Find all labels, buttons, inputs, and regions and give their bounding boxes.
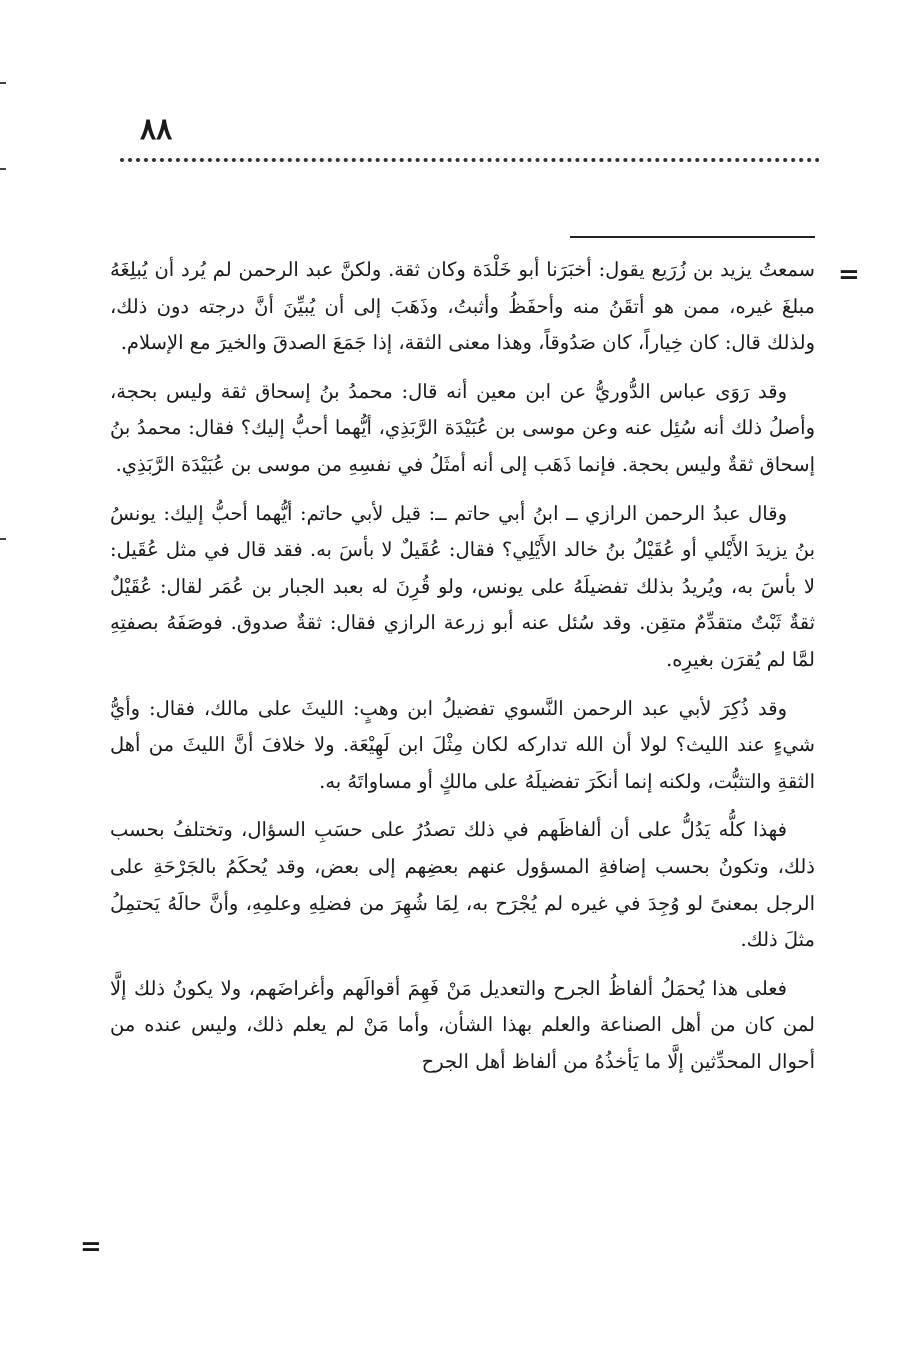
footnote-rule	[570, 236, 815, 238]
continuation-mark-top: =	[838, 260, 860, 290]
paragraph-5: فهذا كلُّه يَدُلُّ على أن ألفاظَهم في ذلك تصدُرُ على حسَبِ السؤال، وتختلفُ بحسب ذلك، وتكونُ بحسب إضافةِ المسؤول عنهم بعضِهم إلى بعض، وقد يُحكَمُ بالجَرْحَةِ على الرجل بمعنىً لو وُجِدَ في غيره لم يُجْرَح به، لِمَا شُهِرَ من فضلِهِ وعلمِهِ، وأنَّ حالَهُ يَحتمِلُ مثلَ ذلك.	[110, 818, 815, 952]
paragraph-1: سمعتُ يزيد بن زُرَيع يقول: أخبَرَنا أبو خَلْدَة وكان ثقة. ولكنَّ عبد الرحمن لم يُرد أن يُبلِغَهُ مبلغَ غيره، ممن هو أتقَنُ منه وأحفَظُ وأثبتُ، وذَهَبَ إلى أن يُبيِّنَ أنَّ درجته دون ذلك، ولذلك قال: كان خِياراً، كان صَدُوقاً، وهذا معنى الثقة، إذا جَمَعَ الصدقَ والخيرَ مع الإسلام.	[110, 258, 815, 355]
paragraph-6: فعلى هذا يُحمَلُ ألفاظُ الجرح والتعديل مَنْ فَهِمَ أقوالَهم وأغراضَهم، ولا يكونُ ذلك إلَّا لمن كان من أهل الصناعة والعلم بهذا الشأن، وأما مَنْ لم يعلم ذلك، وليس عنده من أحوال المحدِّثين إلَّا ما يَأخذُهُ من ألفاظ أهل الجرح	[110, 976, 815, 1073]
header-dotted-rule	[120, 158, 820, 162]
edge-tick-3	[0, 538, 6, 540]
paragraph-4: وقد ذُكِرَ لأبي عبد الرحمن النَّسوي تفضيلُ ابن وهبٍ: الليثَ على مالك، فقال: وأيُّ شيءٍ عند الليث؟ لولا أن الله تداركه لكان مِثْلَ ابن لَهِيْعَة. ولا خلافَ أنَّ الليثَ من أهل الثقةِ والتثبُّت، ولكنه إنما أنكَرَ تفضيلَهُ على مالكٍ أو مساواتَهُ به.	[110, 696, 815, 793]
paragraph-3: وقال عبدُ الرحمن الرازي ــ ابنُ أبي حاتم ــ: قيل لأبي حاتم: أيُّهما أحبُّ إليك: يونسُ بنُ يزيدَ الأَيْلي أو عُقَيْلُ بنُ خالد الأَيْلِي؟ فقال: عُقَيلٌ لا بأسَ به. فقد قال في مثل عُقَيل: لا بأسَ به، ويُريدُ بذلك تفضيلَهُ على يونس، ولو قُرِنَ له بعبد الجبار بن عُمَر لقال: عُقَيْلٌ ثقةٌ ثَبْتٌ متقدِّمٌ متقِن. وقد سُئل عنه أبو زرعة الرازي فقال: ثقةٌ صدوق. فوصَفَهُ بصفتِهِ لمَّا لم يُقرَن بغيرِه.	[110, 501, 815, 671]
edge-tick-1	[0, 82, 6, 84]
body-text	[110, 252, 815, 1092]
paragraph-2: وقد رَوَى عباس الدُّوريُّ عن ابن معين أنه قال: محمدُ بنُ إسحاق ثقة وليس بحجة، وأصلُ ذلك أنه سُئِل عنه وعن موسى بن عُبَيْدَة الرَّبَذِي، أيُّهما أحبُّ إليك؟ فقال: محمدُ بنُ إسحاق ثقةٌ وليس بحجة. فإنما ذَهَب إلى أنه أمثَلُ في نفسِهِ من موسى بن عُبَيْدَة الرَّبَذِي.	[110, 379, 815, 476]
page-number: ٨٨	[140, 112, 173, 147]
continuation-mark-bottom: =	[80, 1232, 102, 1262]
edge-tick-2	[0, 168, 6, 170]
